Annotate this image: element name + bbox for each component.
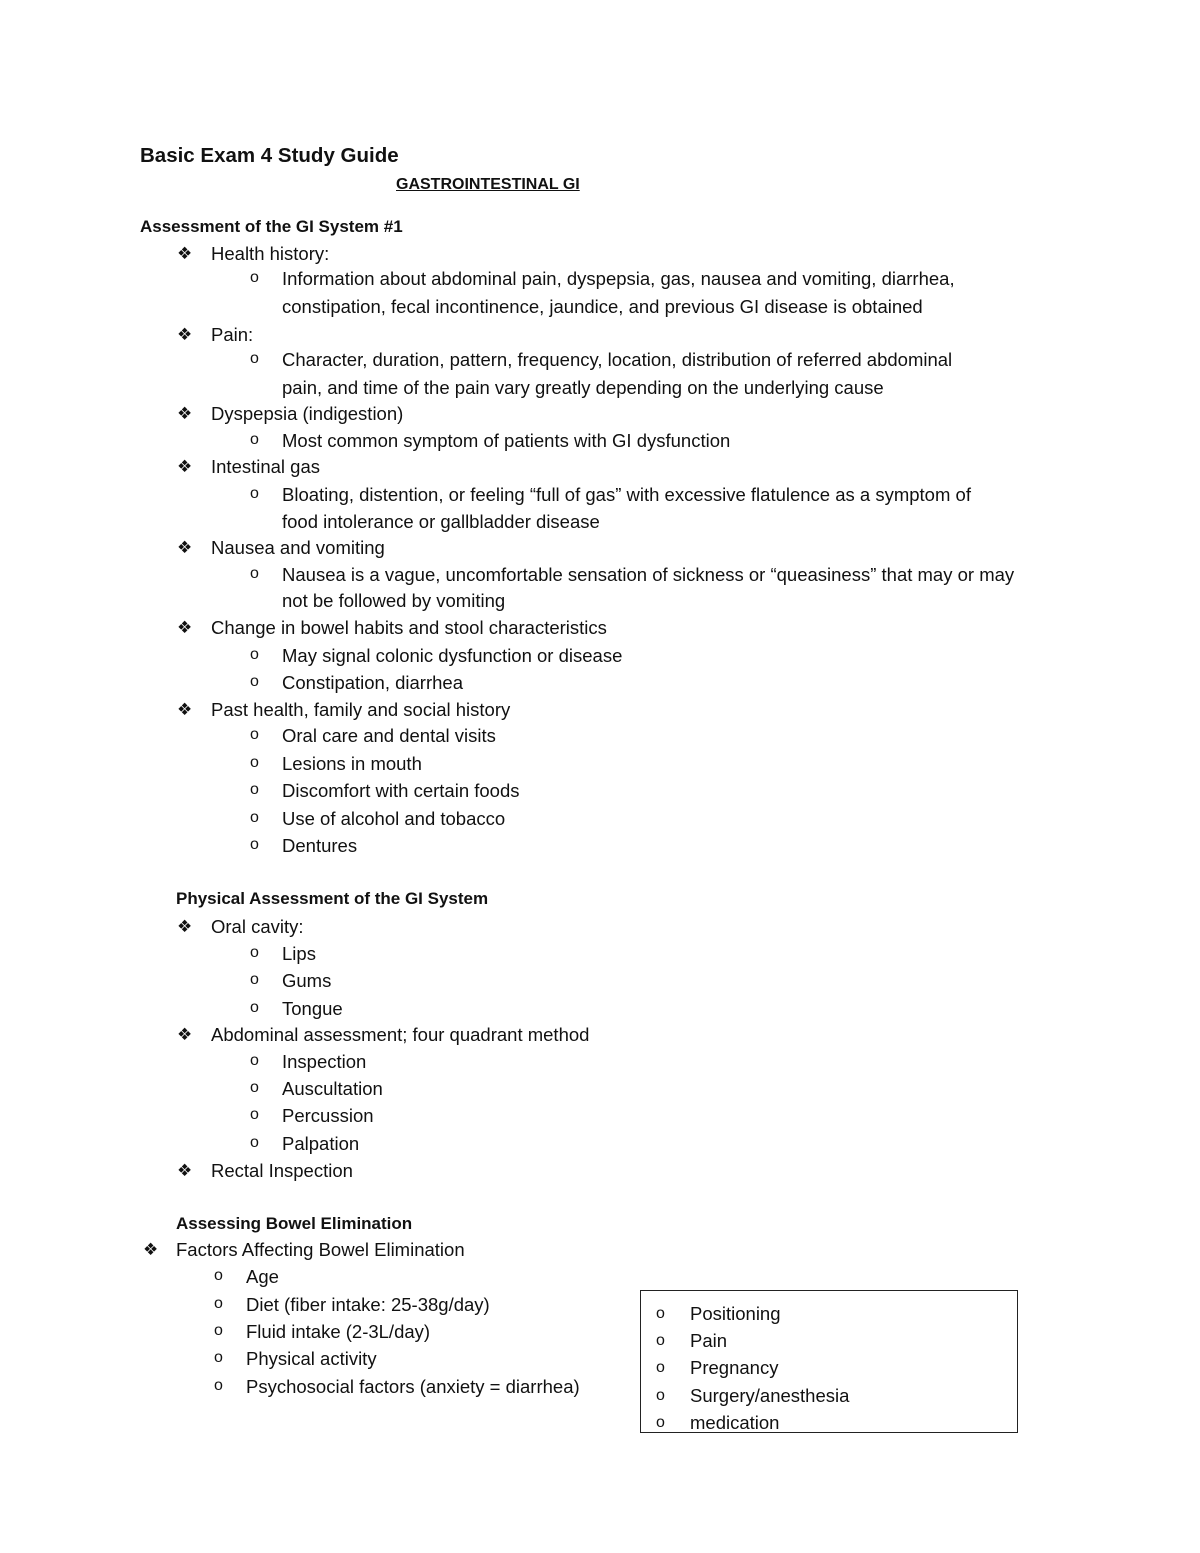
circle-bullet-icon: o bbox=[214, 1295, 223, 1312]
circle-bullet-icon: o bbox=[250, 1079, 259, 1096]
circle-bullet-icon: o bbox=[656, 1387, 665, 1404]
list-item: Lips bbox=[282, 943, 316, 964]
list-item: Tongue bbox=[282, 998, 343, 1019]
list-item: Percussion bbox=[282, 1105, 374, 1126]
circle-bullet-icon: o bbox=[250, 1106, 259, 1123]
list-item: Psychosocial factors (anxiety = diarrhea) bbox=[246, 1376, 580, 1397]
list-item: Health history: bbox=[211, 243, 330, 264]
circle-bullet-icon: o bbox=[250, 565, 259, 582]
list-item: Intestinal gas bbox=[211, 456, 321, 477]
list-item: Discomfort with certain foods bbox=[282, 780, 520, 801]
list-item: Physical activity bbox=[246, 1348, 377, 1369]
list-item: Gums bbox=[282, 970, 332, 991]
list-item: Abdominal assessment; four quadrant method bbox=[211, 1024, 590, 1045]
diamond-bullet-icon: ❖ bbox=[177, 325, 193, 344]
circle-bullet-icon: o bbox=[250, 350, 259, 367]
diamond-bullet-icon: ❖ bbox=[177, 538, 193, 557]
list-item: Auscultation bbox=[282, 1078, 383, 1099]
list-item: Rectal Inspection bbox=[211, 1160, 353, 1181]
circle-bullet-icon: o bbox=[250, 431, 259, 448]
circle-bullet-icon: o bbox=[214, 1377, 223, 1394]
list-item: Fluid intake (2-3L/day) bbox=[246, 1321, 431, 1342]
list-item: Most common symptom of patients with GI dysfunction bbox=[282, 430, 731, 451]
list-item: pain, and time of the pain vary greatly depending on the underlying cause bbox=[282, 377, 884, 398]
circle-bullet-icon: o bbox=[656, 1305, 665, 1322]
diamond-bullet-icon: ❖ bbox=[177, 700, 193, 719]
diamond-bullet-icon: ❖ bbox=[177, 244, 193, 263]
circle-bullet-icon: o bbox=[250, 269, 259, 286]
list-item: Oral cavity: bbox=[211, 916, 304, 937]
circle-bullet-icon: o bbox=[214, 1349, 223, 1366]
diamond-bullet-icon: ❖ bbox=[143, 1240, 159, 1259]
diamond-bullet-icon: ❖ bbox=[177, 1025, 193, 1044]
list-item: Dyspepsia (indigestion) bbox=[211, 403, 404, 424]
assessment-heading: Assessment of the GI System #1 bbox=[140, 217, 403, 236]
list-item: Positioning bbox=[690, 1303, 781, 1324]
circle-bullet-icon: o bbox=[656, 1414, 665, 1431]
list-item: medication bbox=[690, 1412, 780, 1433]
circle-bullet-icon: o bbox=[250, 1052, 259, 1069]
circle-bullet-icon: o bbox=[250, 999, 259, 1016]
circle-bullet-icon: o bbox=[250, 673, 259, 690]
list-item: Pain: bbox=[211, 324, 254, 345]
circle-bullet-icon: o bbox=[250, 809, 259, 826]
list-item: not be followed by vomiting bbox=[282, 590, 506, 611]
circle-bullet-icon: o bbox=[250, 781, 259, 798]
diamond-bullet-icon: ❖ bbox=[177, 457, 193, 476]
circle-bullet-icon: o bbox=[250, 971, 259, 988]
factors-text-box bbox=[640, 1290, 1018, 1433]
list-item: Nausea and vomiting bbox=[211, 537, 385, 558]
circle-bullet-icon: o bbox=[250, 485, 259, 502]
list-item: Character, duration, pattern, frequency, location, distribution of referred abdominal bbox=[282, 349, 953, 370]
circle-bullet-icon: o bbox=[656, 1332, 665, 1349]
list-item: Past health, family and social history bbox=[211, 699, 511, 720]
list-item: Information about abdominal pain, dyspepsia, gas, nausea and vomiting, diarrhea, bbox=[282, 268, 955, 289]
section-heading: GASTROINTESTINAL GI bbox=[396, 176, 580, 193]
list-item: Inspection bbox=[282, 1051, 367, 1072]
list-item: Nausea is a vague, uncomfortable sensation of sickness or “queasiness” that may or may bbox=[282, 564, 1015, 585]
circle-bullet-icon: o bbox=[214, 1267, 223, 1284]
list-item: Lesions in mouth bbox=[282, 753, 422, 774]
list-item: Dentures bbox=[282, 835, 358, 856]
circle-bullet-icon: o bbox=[250, 1134, 259, 1151]
diamond-bullet-icon: ❖ bbox=[177, 618, 193, 637]
circle-bullet-icon: o bbox=[250, 646, 259, 663]
page-title: Basic Exam 4 Study Guide bbox=[140, 144, 399, 167]
list-item: Use of alcohol and tobacco bbox=[282, 808, 506, 829]
list-item: Change in bowel habits and stool characteristics bbox=[211, 617, 607, 638]
list-item: constipation, fecal incontinence, jaundice, and previous GI disease is obtained bbox=[282, 296, 923, 317]
physical-heading: Physical Assessment of the GI System bbox=[176, 889, 489, 908]
circle-bullet-icon: o bbox=[250, 836, 259, 853]
list-item: Pregnancy bbox=[690, 1357, 779, 1378]
bowel-heading: Assessing Bowel Elimination bbox=[176, 1214, 413, 1233]
list-item: food intolerance or gallbladder disease bbox=[282, 511, 600, 532]
circle-bullet-icon: o bbox=[250, 754, 259, 771]
list-item: Bloating, distention, or feeling “full of gas” with excessive flatulence as a symptom of bbox=[282, 484, 971, 505]
list-item: Oral care and dental visits bbox=[282, 725, 496, 746]
list-item: May signal colonic dysfunction or disease bbox=[282, 645, 623, 666]
diamond-bullet-icon: ❖ bbox=[177, 917, 193, 936]
circle-bullet-icon: o bbox=[656, 1359, 665, 1376]
diamond-bullet-icon: ❖ bbox=[177, 1161, 193, 1180]
list-item: Factors Affecting Bowel Elimination bbox=[176, 1239, 465, 1260]
list-item: Constipation, diarrhea bbox=[282, 672, 463, 693]
list-item: Pain bbox=[690, 1330, 728, 1351]
list-item: Age bbox=[246, 1266, 279, 1287]
list-item: Palpation bbox=[282, 1133, 360, 1154]
circle-bullet-icon: o bbox=[250, 944, 259, 961]
circle-bullet-icon: o bbox=[214, 1322, 223, 1339]
diamond-bullet-icon: ❖ bbox=[177, 404, 193, 423]
circle-bullet-icon: o bbox=[250, 726, 259, 743]
list-item: Surgery/anesthesia bbox=[690, 1385, 850, 1406]
list-item: Diet (fiber intake: 25-38g/day) bbox=[246, 1294, 490, 1315]
